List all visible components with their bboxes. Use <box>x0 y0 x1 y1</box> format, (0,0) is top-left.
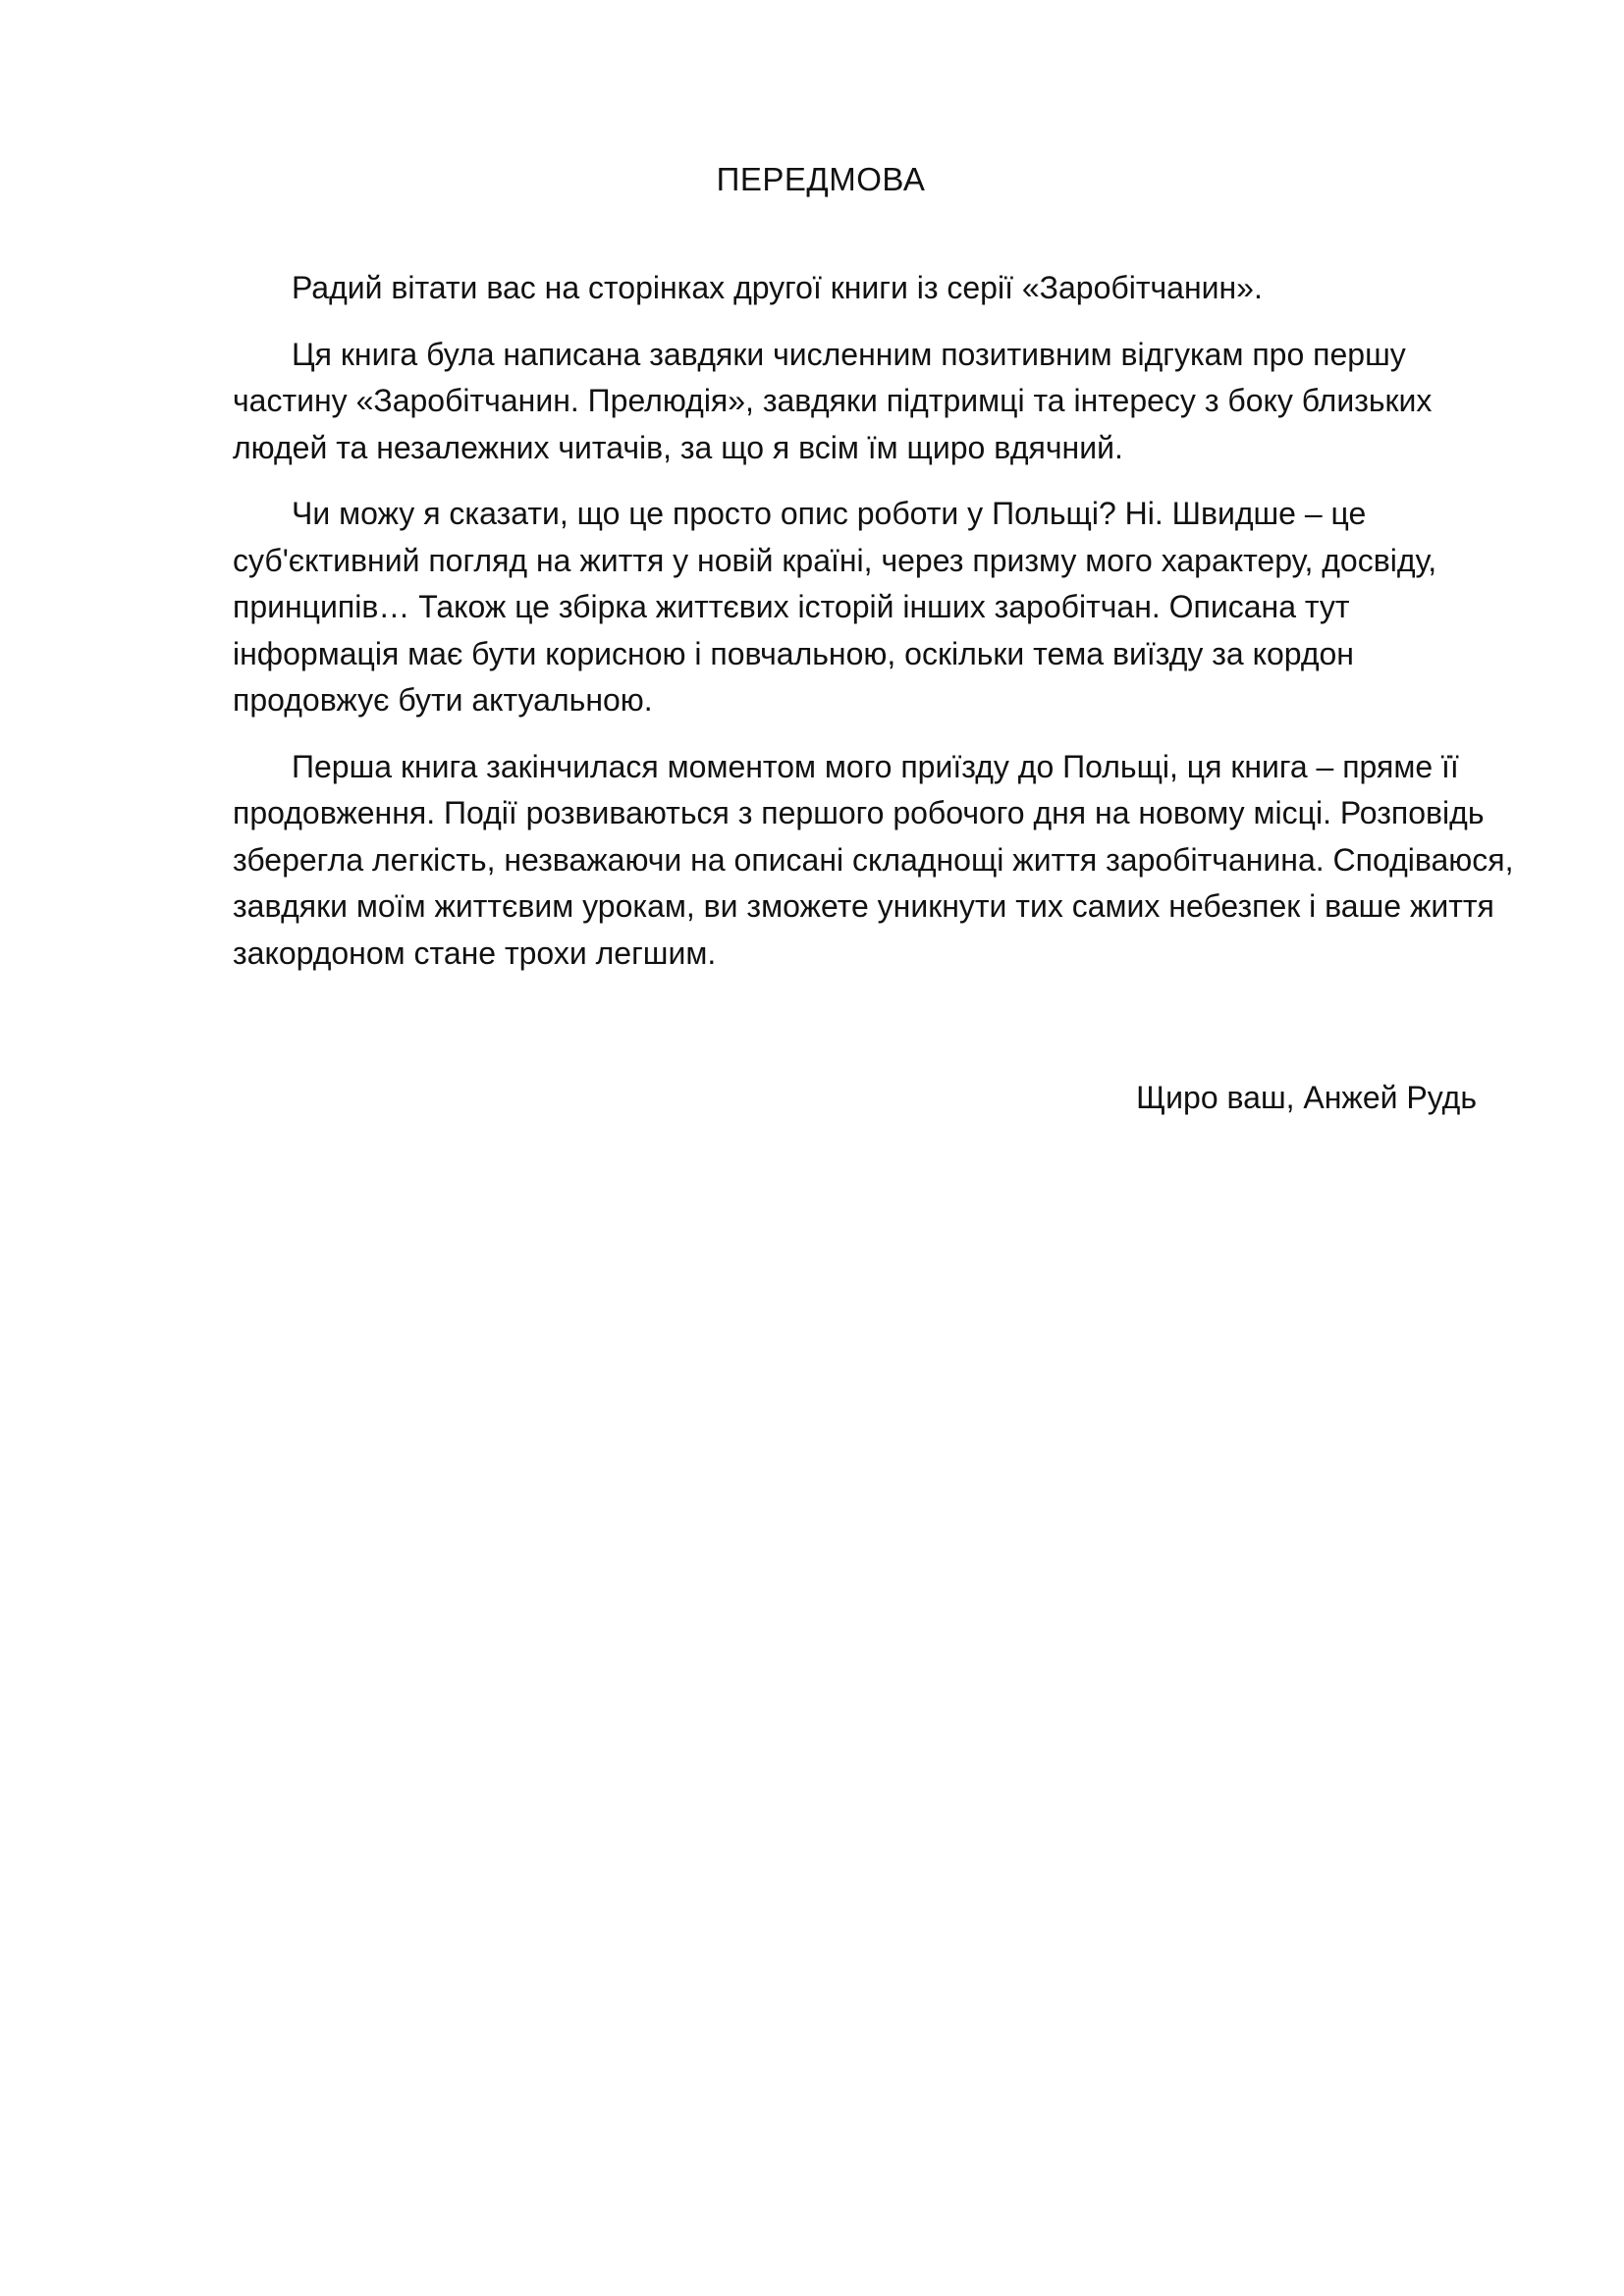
paragraph-1: Радий вітати вас на сторінках другої книги із серії «Заробітчанин». <box>292 270 1263 305</box>
foreword-body <box>233 265 1519 996</box>
paragraph-3: Чи можу я сказати, що це просто опис роботи у Польщі? Ні. Швидше – це суб'єктивний погляд на життя у новій країні, через призму мого характеру, досвіду, принципів… Також це збірка життєвих історій інших заробітчан. Описана тут інформація має бути корисною і повчальною, оскільки тема виїзду за кордон продовжує бути актуальною. <box>233 496 1437 718</box>
paragraph-4: Перша книга закінчилася моментом мого приїзду до Польщі, ця книга – пряме її продовження. Події розвиваються з першого робочого дня на новому місці. Розповідь зберегла легкість, незважаючи на описані складнощі життя заробітчанина. Сподіваюся, завдяки моїм життєвим урокам, ви зможете уникнути тих самих небезпек і ваше життя закордоном стане трохи легшим. <box>233 748 1514 971</box>
signature: Щиро ваш, Анжей Рудь <box>1136 1080 1477 1115</box>
paragraph-2: Ця книга була написана завдяки численним позитивним відгукам про першу частину «Заробітчанин. Прелюдія», завдяки підтримці та інтересу з боку близьких людей та незалежних читачів, за що я всім їм щиро вдячний. <box>233 336 1433 465</box>
page-title: ПЕРЕДМОВА <box>716 161 926 197</box>
